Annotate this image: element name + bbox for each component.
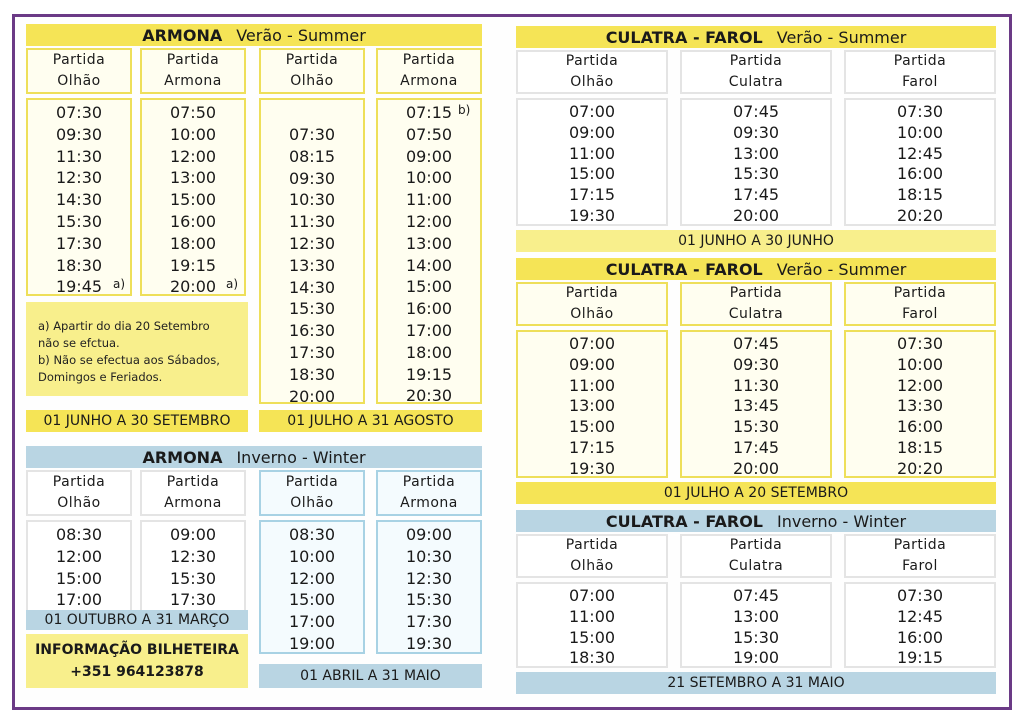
departure-time: 15:30 — [169, 568, 217, 588]
departure-time: 20:00 — [169, 277, 217, 297]
col-label: Partida — [52, 52, 106, 68]
departure-time: 13:00 — [732, 606, 780, 626]
culatra-winter-col3-times — [844, 582, 996, 668]
ticket-info-title: INFORMAÇÃO BILHETEIRA — [35, 642, 239, 658]
armona-summer-col2-times — [140, 98, 246, 296]
departure-time: 10:00 — [288, 546, 336, 566]
culatra-winter-col1-times — [516, 582, 668, 668]
armona-winter-title: ARMONA — [142, 447, 223, 467]
armona-winter-header — [26, 446, 482, 468]
col-station: Farol — [902, 558, 938, 574]
armona-winter-col3-head — [259, 470, 365, 516]
culatra-winter-header — [516, 510, 996, 532]
culatra-june-period: 01 JUNHO A 30 JUNHO — [516, 230, 996, 252]
armona-summer-col3-times — [259, 98, 365, 404]
note-marker-a: a) — [226, 277, 239, 291]
culatra-july-header — [516, 258, 996, 280]
departure-time: 14:30 — [55, 190, 103, 210]
departure-time: 17:45 — [732, 437, 780, 457]
departure-time: 11:00 — [568, 143, 616, 163]
armona-winter-col2-times — [140, 520, 246, 612]
armona-winter-col4-head — [376, 470, 482, 516]
col-station: Farol — [902, 74, 938, 90]
culatra-june-col1-head — [516, 50, 668, 94]
departure-time: 10:30 — [288, 190, 336, 210]
col-label: Partida — [166, 474, 220, 490]
departure-time: 19:15 — [405, 364, 453, 384]
note-marker-a: a) — [113, 277, 126, 291]
col-station: Farol — [902, 306, 938, 322]
departure-time: 12:30 — [288, 233, 336, 253]
departure-time: 18:00 — [405, 342, 453, 362]
armona-summer-season: Verão - Summer — [236, 25, 366, 45]
departure-time: 17:00 — [405, 320, 453, 340]
departure-time: 09:30 — [288, 168, 336, 188]
col-label: Partida — [729, 53, 783, 69]
departure-time: 19:30 — [568, 458, 616, 478]
ticket-info-phone: +351 964123878 — [70, 664, 204, 680]
col-label: Partida — [52, 474, 106, 490]
culatra-winter-col1-head — [516, 534, 668, 578]
departure-time: 15:00 — [288, 590, 336, 610]
armona-summer-col1-times — [26, 98, 132, 296]
departure-time: 16:00 — [896, 164, 944, 184]
departure-time: 20:20 — [896, 205, 944, 225]
departure-time: 18:15 — [896, 185, 944, 205]
departure-time: 16:00 — [896, 417, 944, 437]
armona-summer-period-left: 01 JUNHO A 30 SETEMBRO — [26, 410, 248, 432]
departure-time: 08:30 — [288, 525, 336, 544]
departure-time: 12:00 — [405, 211, 453, 231]
departure-time: 10:00 — [896, 354, 944, 374]
departure-time: 10:30 — [405, 546, 453, 566]
departure-time: 19:15 — [896, 648, 944, 668]
departure-time: 15:30 — [55, 211, 103, 231]
departure-time: 15:30 — [732, 627, 780, 647]
col-station: Armona — [164, 73, 222, 89]
departure-time: 13:00 — [732, 143, 780, 163]
note-b-line2: Domingos e Feriados. — [38, 370, 163, 384]
note-a-line1: a) Apartir do dia 20 Setembro — [38, 319, 210, 333]
departure-time: 13:00 — [405, 233, 453, 253]
departure-time: 12:30 — [55, 168, 103, 188]
col-label: Partida — [565, 285, 619, 301]
departure-time: 15:00 — [568, 164, 616, 184]
departure-time: 12:30 — [169, 546, 217, 566]
departure-time: 13:30 — [288, 255, 336, 275]
departure-time: 18:30 — [288, 364, 336, 384]
col-station: Olhão — [290, 495, 334, 511]
departure-time: 20:00 — [288, 386, 336, 406]
departure-time: 14:30 — [288, 277, 336, 297]
culatra-june-col2-times — [680, 98, 832, 226]
culatra-winter-title: CULATRA - FAROL — [605, 511, 763, 531]
departure-time: 13:45 — [732, 396, 780, 416]
departure-time: 15:00 — [568, 627, 616, 647]
departure-time: 18:30 — [568, 648, 616, 668]
culatra-winter-col2-times — [680, 582, 832, 668]
col-label: Partida — [402, 474, 456, 490]
departure-time: 17:30 — [288, 342, 336, 362]
armona-summer-col4-times — [376, 98, 482, 404]
departure-time: 09:30 — [55, 124, 103, 144]
departure-time: 19:30 — [568, 205, 616, 225]
note-a-line2: não se efctua. — [38, 336, 120, 350]
departure-time: 15:00 — [169, 190, 217, 210]
departure-time: 11:30 — [288, 212, 336, 232]
col-station: Olhão — [570, 558, 614, 574]
departure-time: 17:30 — [169, 590, 217, 610]
departure-time: 09:00 — [405, 525, 453, 544]
departure-time: 15:30 — [288, 299, 336, 319]
departure-time: 12:00 — [288, 568, 336, 588]
departure-time: 12:00 — [55, 546, 103, 566]
armona-winter-col2-head — [140, 470, 246, 516]
departure-time: 19:00 — [732, 648, 780, 668]
departure-time: 15:30 — [405, 590, 453, 610]
departure-time: 07:30 — [896, 334, 944, 353]
culatra-july-col1-head — [516, 282, 668, 326]
departure-time: 15:00 — [405, 277, 453, 297]
col-station: Olhão — [290, 73, 334, 89]
col-station: Armona — [400, 495, 458, 511]
armona-winter-season: Inverno - Winter — [236, 447, 366, 467]
armona-winter-period-right: 01 ABRIL A 31 MAIO — [259, 664, 482, 688]
col-label: Partida — [402, 52, 456, 68]
departure-time: 14:00 — [405, 255, 453, 275]
col-label: Partida — [893, 285, 947, 301]
col-station: Culatra — [728, 558, 784, 574]
armona-winter-col3-times — [259, 520, 365, 654]
departure-time: 17:45 — [732, 185, 780, 205]
armona-summer-col2-head — [140, 48, 246, 94]
col-label: Partida — [565, 53, 619, 69]
departure-time: 15:30 — [732, 164, 780, 184]
culatra-july-col2-head — [680, 282, 832, 326]
col-station: Olhão — [570, 74, 614, 90]
departure-time: 11:00 — [405, 190, 453, 210]
departure-time: 10:00 — [169, 124, 217, 144]
departure-time: 19:30 — [405, 633, 453, 653]
departure-time: 09:00 — [568, 122, 616, 142]
departure-time: 13:00 — [568, 396, 616, 416]
ticket-info-panel — [26, 634, 248, 688]
departure-time: 07:45 — [732, 586, 780, 605]
departure-time: 20:20 — [896, 458, 944, 478]
departure-time: 19:15 — [169, 255, 217, 275]
departure-time: 11:00 — [568, 375, 616, 395]
culatra-june-title: CULATRA - FAROL — [605, 27, 763, 47]
armona-summer-col4-head — [376, 48, 482, 94]
departure-time: 11:30 — [732, 375, 780, 395]
departure-time: 12:00 — [169, 146, 217, 166]
departure-time: 18:30 — [55, 255, 103, 275]
col-station: Olhão — [57, 73, 101, 89]
departure-time: 16:00 — [896, 627, 944, 647]
departure-time: 07:50 — [169, 103, 217, 122]
culatra-june-header — [516, 26, 996, 48]
departure-time: 17:00 — [288, 612, 336, 632]
armona-winter-col1-times — [26, 520, 132, 612]
note-marker-b: b) — [458, 103, 471, 117]
col-station: Olhão — [570, 306, 614, 322]
col-label: Partida — [893, 53, 947, 69]
culatra-winter-col3-head — [844, 534, 996, 578]
departure-time: 16:30 — [288, 321, 336, 341]
departure-time: 16:00 — [169, 211, 217, 231]
departure-time: 17:30 — [55, 233, 103, 253]
col-label: Partida — [285, 52, 339, 68]
departure-time: 15:00 — [55, 568, 103, 588]
col-label: Partida — [729, 537, 783, 553]
culatra-july-col1-times — [516, 330, 668, 478]
departure-time: 07:30 — [55, 103, 103, 122]
culatra-winter-period: 21 SETEMBRO A 31 MAIO — [516, 672, 996, 694]
departure-time: 17:30 — [405, 612, 453, 632]
col-label: Partida — [166, 52, 220, 68]
culatra-winter-col2-head — [680, 534, 832, 578]
departure-time: 20:00 — [732, 458, 780, 478]
departure-time: 19:00 — [288, 633, 336, 653]
departure-time: 07:00 — [568, 586, 616, 605]
notes-text — [38, 318, 220, 386]
departure-time: 12:00 — [896, 375, 944, 395]
culatra-july-title: CULATRA - FAROL — [605, 259, 763, 279]
departure-time: 12:45 — [896, 143, 944, 163]
departure-time: 13:00 — [169, 168, 217, 188]
departure-time: 13:30 — [896, 396, 944, 416]
departure-time: 17:15 — [568, 437, 616, 457]
departure-time: 08:30 — [55, 525, 103, 544]
departure-time: 11:30 — [55, 146, 103, 166]
culatra-winter-season: Inverno - Winter — [776, 511, 907, 531]
departure-time: 07:50 — [405, 124, 453, 144]
armona-summer-col1-head — [26, 48, 132, 94]
col-station: Armona — [164, 495, 222, 511]
departure-time: 07:00 — [568, 102, 616, 121]
departure-time: 09:30 — [732, 122, 780, 142]
col-label: Partida — [565, 537, 619, 553]
armona-winter-col1-head — [26, 470, 132, 516]
col-station: Culatra — [728, 306, 784, 322]
culatra-june-col1-times — [516, 98, 668, 226]
departure-time: 09:00 — [169, 525, 217, 544]
departure-time: 09:00 — [405, 146, 453, 166]
culatra-july-col3-head — [844, 282, 996, 326]
culatra-july-season: Verão - Summer — [776, 259, 907, 279]
departure-time: 09:00 — [568, 354, 616, 374]
departure-time: 12:30 — [405, 568, 453, 588]
culatra-june-season: Verão - Summer — [776, 27, 907, 47]
col-station: Culatra — [728, 74, 784, 90]
culatra-june-col2-head — [680, 50, 832, 94]
armona-summer-period-right: 01 JULHO A 31 AGOSTO — [259, 410, 482, 432]
col-station: Olhão — [57, 495, 101, 511]
departure-time: 18:15 — [896, 437, 944, 457]
departure-time: 11:00 — [568, 606, 616, 626]
armona-summer-title: ARMONA — [142, 25, 223, 45]
culatra-july-col2-times — [680, 330, 832, 478]
col-station: Armona — [400, 73, 458, 89]
departure-time: 17:00 — [55, 590, 103, 610]
culatra-june-col3-head — [844, 50, 996, 94]
departure-time: 09:30 — [732, 354, 780, 374]
armona-winter-col4-times — [376, 520, 482, 654]
departure-time: 07:15 — [405, 103, 453, 122]
departure-time: 19:45 — [55, 277, 103, 297]
departure-time: 17:15 — [568, 185, 616, 205]
armona-summer-header — [26, 24, 482, 46]
departure-time: 07:45 — [732, 102, 780, 121]
culatra-july-period: 01 JULHO A 20 SETEMBRO — [516, 482, 996, 504]
departure-time: 15:00 — [568, 417, 616, 437]
col-label: Partida — [285, 474, 339, 490]
departure-time: 20:30 — [405, 386, 453, 406]
col-label: Partida — [729, 285, 783, 301]
col-label: Partida — [893, 537, 947, 553]
departure-time: 08:15 — [288, 146, 336, 166]
departure-time: 16:00 — [405, 299, 453, 319]
departure-time: 10:00 — [405, 168, 453, 188]
departure-time: 07:30 — [896, 586, 944, 605]
departure-time: 07:30 — [896, 102, 944, 121]
departure-time: 07:45 — [732, 334, 780, 353]
departure-time: 12:45 — [896, 606, 944, 626]
armona-summer-col3-head — [259, 48, 365, 94]
departure-time: 18:00 — [169, 233, 217, 253]
note-b-line1: b) Não se efectua aos Sábados, — [38, 353, 220, 367]
departure-time: 20:00 — [732, 205, 780, 225]
departure-time: 07:00 — [568, 334, 616, 353]
departure-time: 15:30 — [732, 417, 780, 437]
culatra-june-col3-times — [844, 98, 996, 226]
departure-time: 07:30 — [288, 125, 336, 144]
departure-time: 10:00 — [896, 122, 944, 142]
armona-winter-period-left: 01 OUTUBRO A 31 MARÇO — [26, 610, 248, 630]
culatra-july-col3-times — [844, 330, 996, 478]
